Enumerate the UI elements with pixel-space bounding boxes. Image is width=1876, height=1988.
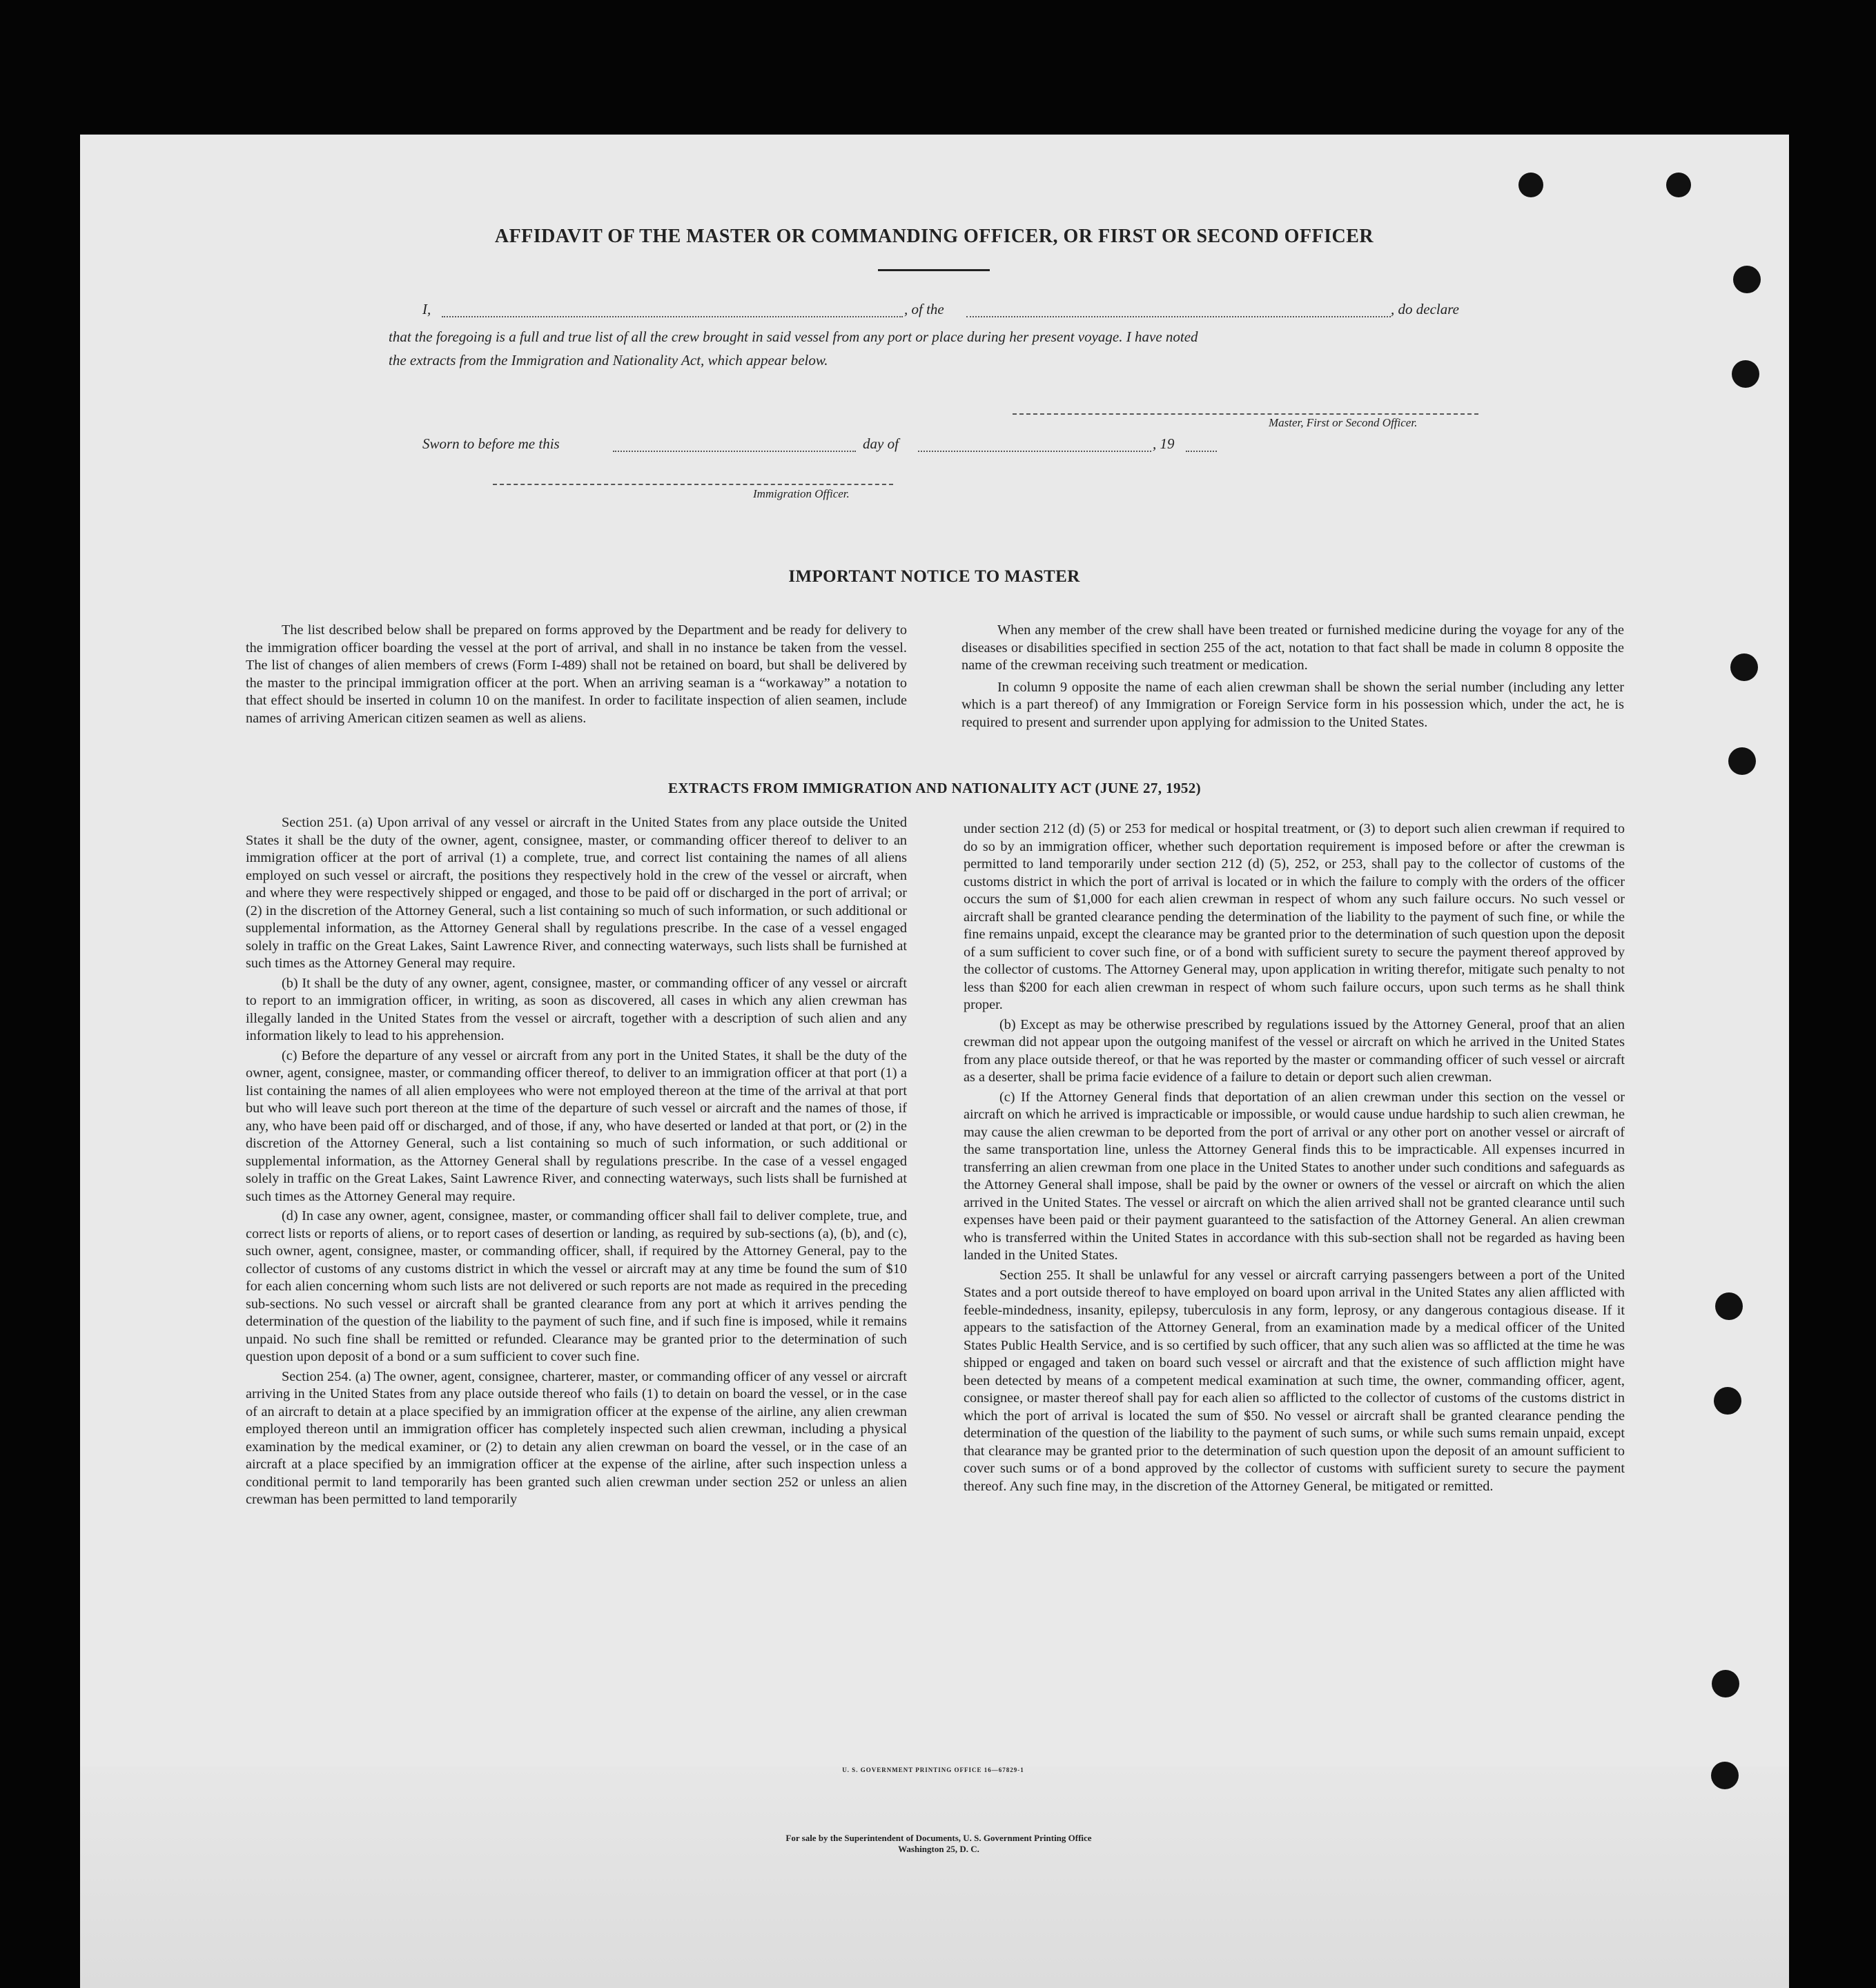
declaration-line-2: the extracts from the Immigration and Nationality Act, which appear below. bbox=[389, 352, 828, 368]
act-paragraph: under section 212 (d) (5) or 253 for medical or hospital treatment, or (3) to deport such alien crewman if required to do so by an immigration officer, whether such deportation requirement is imposed before or after the crewman is permitted to land temporarily under section 212 (d) (5), 252, or 253, shall pay to the collector of customs of the customs district in which the port of arrival is located or in which the failure to comply with the orders of the officer occurs the sum of $1,000 for each alien crewman in respect of whom any such failure occurs. No such vessel or aircraft shall be granted clearance pending the determination of the liability to the payment of such fine, or while the fine remains unpaid, except the clearance may be granted prior to the determination of such question upon the deposit of a sum sufficient to cover such fine, or of a bond with sufficient surety to secure the payment thereof approved by the collector of customs. The Attorney General may, upon application in writing therefor, mitigate such penalty to not less than $200 for each alien crewman in respect of whom such failure occurs, upon such terms as he shall think proper. bbox=[964, 821, 1625, 1012]
page-bottom-shadow bbox=[80, 1766, 1789, 1988]
binder-hole bbox=[1730, 653, 1758, 681]
sworn-month-field[interactable] bbox=[918, 451, 1151, 452]
extracts-right-column bbox=[964, 820, 1625, 1497]
act-paragraph: (c) If the Attorney General finds that deportation of an alien crewman under this section on the vessel or aircraft on which he arrived is impracticable or impossible, or would cause undue hardship to such alien crewman, he may cause the alien crewman to be deported from the port of arrival or any other port on another vessel or aircraft of the same transportation line, unless the Attorney General finds this to be impracticable. All expenses incurred in transferring an alien crewman from one place in the United States to another under such conditions and safeguards as the Attorney General shall impose, shall be paid by the owner or owners of the vessel or aircraft on which the alien arrived in the United States. The vessel or aircraft on which the alien arrived shall not be granted clearance until such expenses have been paid or their payment guaranteed to the satisfaction of the Attorney General. An alien crewman who is transferred within the United States in accordance with this sub-section shall not be regarded as having been landed in the United States. bbox=[964, 1089, 1625, 1263]
sworn-year-field[interactable] bbox=[1186, 451, 1217, 452]
sworn-day-field[interactable] bbox=[613, 451, 856, 452]
title-rule bbox=[878, 269, 990, 271]
sale-notice-line-1: For sale by the Superintendent of Documents, U. S. Government Printing Office bbox=[785, 1833, 1092, 1843]
master-signature-line[interactable] bbox=[1013, 413, 1478, 415]
do-declare-label: , do declare bbox=[1391, 301, 1459, 317]
extracts-left-column bbox=[246, 814, 907, 1511]
printer-mark: U. S. GOVERNMENT PRINTING OFFICE 16—67829-1 bbox=[842, 1766, 1024, 1773]
binder-hole bbox=[1728, 747, 1756, 775]
binder-hole bbox=[1712, 1670, 1739, 1697]
binder-hole bbox=[1518, 173, 1543, 197]
binder-hole bbox=[1733, 266, 1761, 293]
sale-notice bbox=[690, 1833, 1187, 1855]
act-paragraph: Section 255. It shall be unlawful for any vessel or aircraft carrying passengers between a port of the United States and a port outside thereof to have employed on board upon arrival in the United States any alien afflicted with feeble-mindedness, insanity, epilepsy, tuberculosis in any form, leprosy, or any dangerous contagious disease. If it appears to the satisfaction of the Attorney General, from an examination made by a medical officer of the United States Public Health Service, and is so certified by such officer, that any such alien was so afflicted at the time he was shipped or engaged and taken on board such vessel or aircraft and that the existence of such affliction might have been detected by means of a competent medical examination at such time, the owner, commanding officer, agent, consignee, or master thereof shall pay for each alien so afflicted to the collector of customs of the customs district in which the port of arrival is located the sum of $50. No vessel or aircraft shall be granted clearance pending the determination of the question of the liability to the payment of such sums, or while such sums remain unpaid, except that clearance may be granted prior to the determination of such question upon the deposit of an amount sufficient to cover such sums or of a bond approved by the collector of customs with sufficient surety to secure the payment thereof. Any such fine may, in the discretion of the Attorney General, be mitigated or remitted. bbox=[964, 1267, 1625, 1494]
extracts-heading: EXTRACTS FROM IMMIGRATION AND NATIONALITY ACT (JUNE 27, 1952) bbox=[667, 780, 1202, 796]
act-paragraph: Section 254. (a) The owner, agent, consignee, charterer, master, or commanding officer of any vessel or aircraft arriving in the United States from any place outside thereof who fails (1) to detain on board the vessel, or in the case of an aircraft to detain at a place specified by an immigration officer at the expense of the airline, any alien crewman employed thereon until an immigration officer has completely inspected such alien crewman, including a physical examination by the medical examiner, or (2) to detain any alien crewman on board the vessel, or in the case of an aircraft at a place specified by an immigration officer at the expense of the airline, after such inspection unless a conditional permit to land temporarily has been granted such alien crewman under section 252 or unless an alien crewman has been permitted to land temporarily bbox=[246, 1368, 907, 1507]
affidavit-title: AFFIDAVIT OF THE MASTER OR COMMANDING OFFICER, OR FIRST OR SECOND OFFICER bbox=[494, 226, 1374, 247]
of-the-label: , of the bbox=[904, 301, 944, 317]
act-paragraph: Section 251. (a) Upon arrival of any vessel or aircraft in the United States from any place outside the United States it shall be the duty of the owner, agent, consignee, master, or commanding officer thereof to deliver to an immigration officer at the port of arrival (1) a complete, true, and correct list containing the names of all aliens employed on such vessel or aircraft, the positions they respectively hold in the crew of the vessel or aircraft, when and where they were respectively shipped or engaged, and those to be paid off or discharged in the port of arrival; or (2) in the discretion of the Attorney General, such a list containing so much of such information, or such additional or supplemental information, as the Attorney General shall by regulations prescribe. In the case of a vessel engaged solely in traffic on the Great Lakes, Saint Lawrence River, and connecting waterways, such lists shall be furnished at such times as the Attorney General may require. bbox=[246, 815, 907, 971]
binder-hole bbox=[1714, 1387, 1741, 1415]
act-paragraph: (c) Before the departure of any vessel or aircraft from any port in the United States, it shall be the duty of the owner, agent, consignee, master, or commanding officer thereof, to deliver to an immigration officer at that port (1) a list containing the names of all alien employees who were not employed thereon at the time of the arrival at that port but who will leave such port thereon at the time of the departure of such vessel or aircraft and the names of those, if any, who have been paid off or discharged, and of those, if any, who have deserted or landed at that port, or (2) in the discretion of the Attorney General, such a list containing so much of such information, or such additional or supplemental information, as the Attorney General shall by regulations prescribe. In the case of a vessel engaged solely in traffic on the Great Lakes, Saint Lawrence River, and connecting waterways, such lists shall be furnished at such times as the Attorney General may require. bbox=[246, 1047, 907, 1204]
immigration-officer-label: Immigration Officer. bbox=[753, 487, 850, 500]
name-field[interactable] bbox=[442, 316, 903, 317]
binder-hole bbox=[1732, 360, 1759, 388]
notice-right-column bbox=[961, 622, 1624, 734]
notice-heading: IMPORTANT NOTICE TO MASTER bbox=[788, 567, 1080, 586]
sworn-label: Sworn to before me this bbox=[422, 435, 560, 452]
vessel-field[interactable] bbox=[966, 316, 1391, 317]
binder-hole bbox=[1711, 1762, 1739, 1789]
binder-hole bbox=[1715, 1292, 1743, 1320]
notice-paragraph: When any member of the crew shall have been treated or furnished medicine during the voyage for any of the diseases or disabilities specified in section 255 of the act, notation to that fact shall be made in column 8 opposite the name of the crewman receiving such treatment or medication. bbox=[961, 622, 1624, 673]
notice-left-column bbox=[246, 622, 907, 729]
notice-paragraph: In column 9 opposite the name of each alien crewman shall be shown the serial number (including any letter which is a part thereof) of any Immigration or Foreign Service form in his possession which, under the act, he is required to present and surrender upon applying for admission to the United States. bbox=[961, 679, 1624, 730]
immigration-officer-signature-line[interactable] bbox=[493, 484, 893, 485]
declaration-line: that the foregoing is a full and true list of all the crew brought in said vessel from any port or place during her present voyage. I have noted bbox=[389, 328, 1198, 345]
day-of-label: day of bbox=[863, 435, 899, 452]
act-paragraph: (b) Except as may be otherwise prescribed by regulations issued by the Attorney General, proof that an alien crewman did not appear upon the outgoing manifest of the vessel or aircraft on which he arrived in the United States from any place outside thereof, or that he was reported by the master or commanding officer of such vessel or aircraft as a deserter, shall be prima facie evidence of a failure to detain or deport such alien crewman. bbox=[964, 1016, 1625, 1085]
affidavit-i-label: I, bbox=[422, 301, 431, 317]
binder-hole bbox=[1666, 173, 1691, 197]
act-paragraph: (b) It shall be the duty of any owner, agent, consignee, master, or commanding officer of any vessel or aircraft to report to an immigration officer, in writing, as soon as discovered, all cases in which any alien crewman has illegally landed in the United States from the vessel or aircraft, together with a description of such alien and any information likely to lead to his apprehension. bbox=[246, 975, 907, 1043]
act-paragraph: (d) In case any owner, agent, consignee, master, or commanding officer shall fail to deliver complete, true, and correct lists or reports of aliens, or to report cases of desertion or landing, as required by sub-sections (a), (b), and (c), such owner, agent, consignee, master, or commanding officer, shall, if required by the Attorney General, pay to the collector of customs of any customs district in which the vessel or aircraft may at any time be found the sum of $10 for each alien concerning whom such lists are not delivered or such reports are not made as required in the preceding sub-sections. No such vessel or aircraft shall be granted clearance from any port at which it arrives pending the determination of the question of the liability to the payment of such fine, and if such fine is imposed, while it remains unpaid. No such fine shall be remitted or refunded. Clearance may be granted prior to the determination of such question upon deposit of a bond or a sum sufficient to cover such fine. bbox=[246, 1208, 907, 1364]
master-signature-label: Master, First or Second Officer. bbox=[1269, 416, 1418, 429]
year-label: , 19 bbox=[1153, 435, 1175, 452]
notice-paragraph: The list described below shall be prepared on forms approved by the Department and be ready for delivery to the immigration officer boarding the vessel at the port of arrival, and shall in no instance be taken from the vessel. The list of changes of alien members of crews (Form I-489) shall not be retained on board, but shall be delivered by the master to the principal immigration officer at the port. When an arriving seaman is a “workaway” a notation to that effect should be inserted in column 10 on the manifest. In order to facilitate inspection of alien seamen, include names of arriving American citizen seamen as well as aliens. bbox=[246, 622, 907, 726]
sale-notice-line-2: Washington 25, D. C. bbox=[898, 1844, 979, 1854]
